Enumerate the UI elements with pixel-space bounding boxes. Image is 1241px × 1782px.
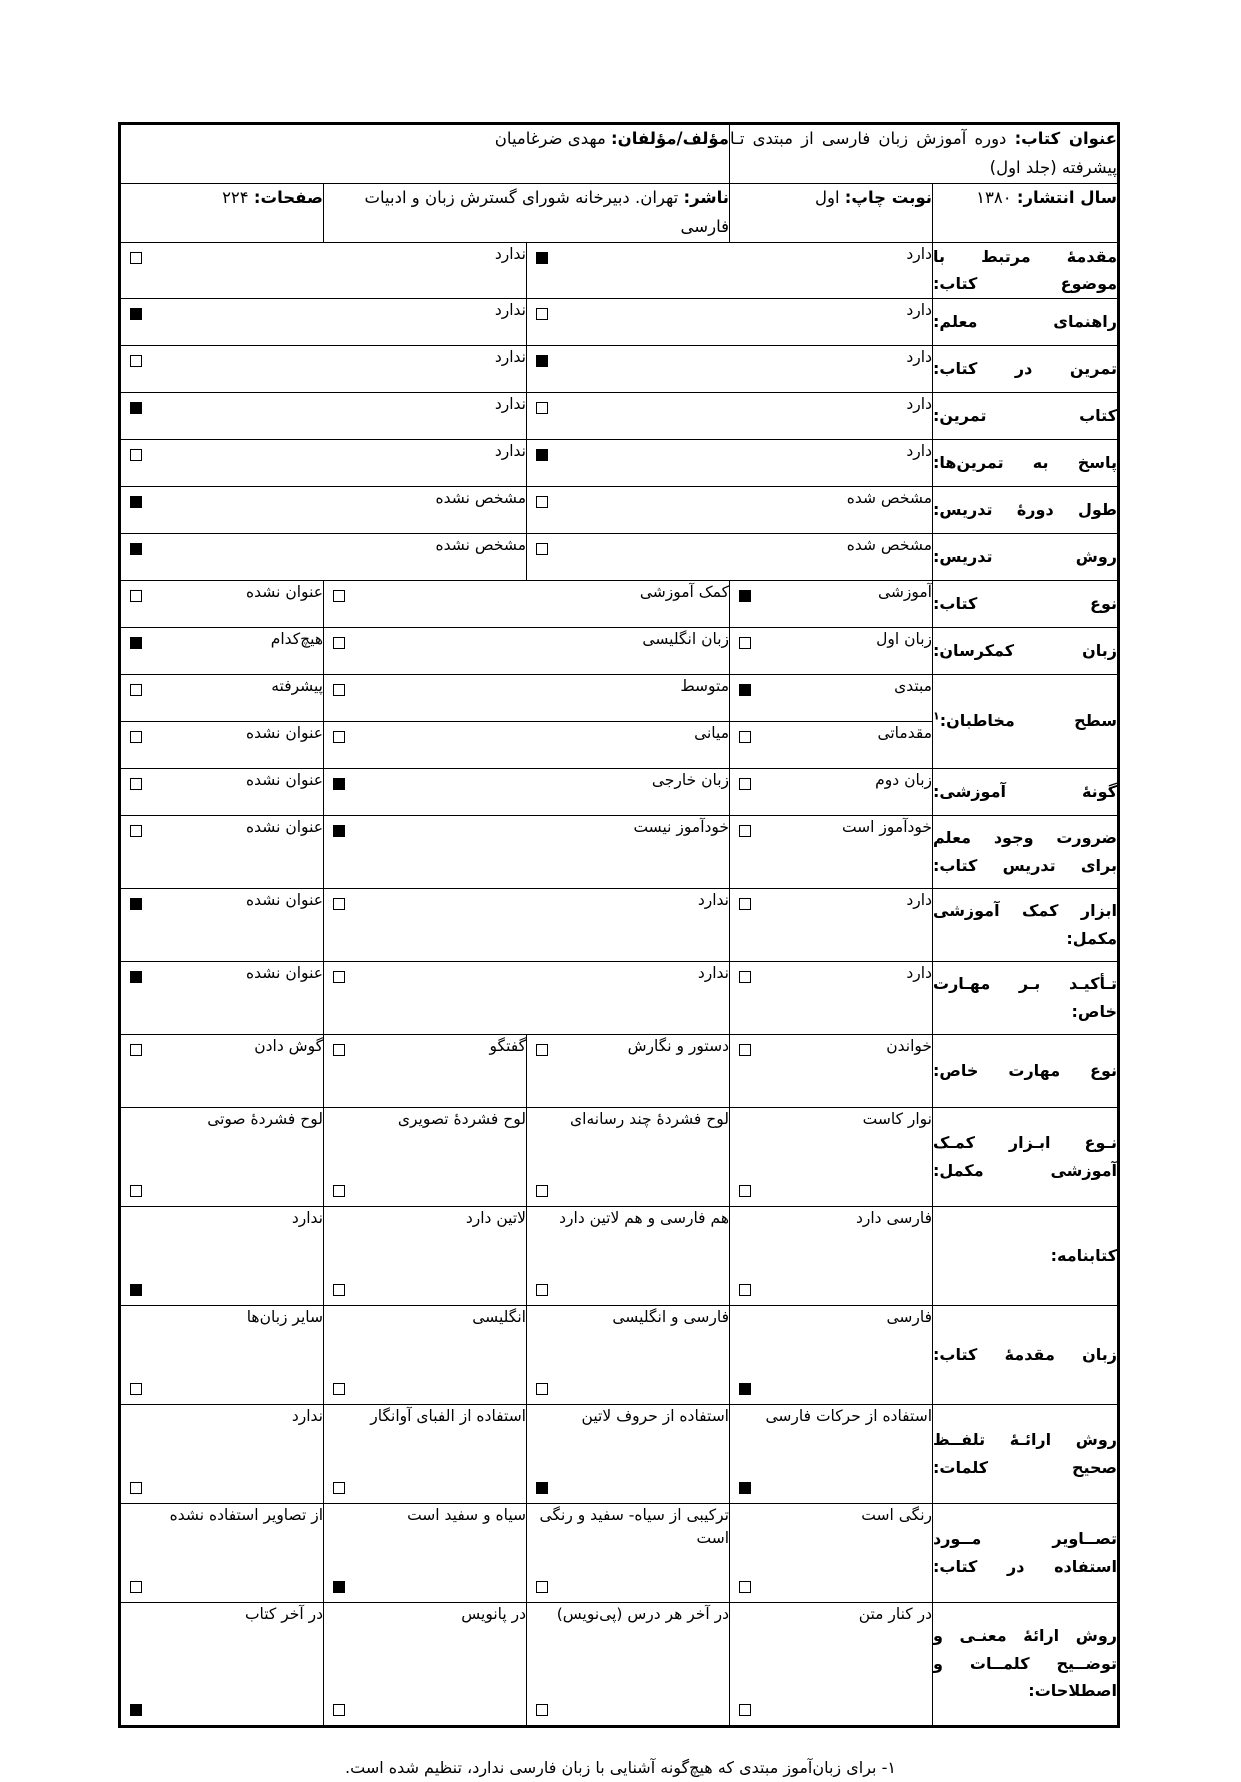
checkbox-icon[interactable] [739, 1044, 751, 1056]
checkbox-checked-icon[interactable] [130, 543, 142, 555]
criteria-label-text: سطح مخاطبان: [939, 711, 1117, 731]
option-cell [120, 345, 527, 392]
checkbox-icon[interactable] [739, 971, 751, 983]
criteria-label-text: نـوع ابـزار کمـک آموزشی مکمل: [933, 1133, 1117, 1180]
checkbox-icon[interactable] [739, 1185, 751, 1197]
book-title-cell [730, 124, 1119, 184]
criteria-label-text: پاسخ به تمرین‌ها: [933, 452, 1117, 472]
option-cell [730, 888, 933, 961]
option-label: عنوان نشده [246, 582, 323, 601]
option-label: ندارد [291, 1406, 323, 1425]
criteria-label-text: طول دورهٔ تدریس: [933, 499, 1117, 519]
criteria-row [120, 580, 1119, 627]
option-label: استفاده از حروف لاتین [581, 1406, 729, 1425]
criteria-label-text: تـأکیـد بـر مهـارت خاص: [933, 974, 1117, 1021]
criteria-label [933, 1503, 1119, 1602]
criteria-label [933, 888, 1119, 961]
option-cell [120, 721, 324, 768]
criteria-label [933, 439, 1119, 486]
option-label: استفاده از حرکات فارسی [765, 1406, 932, 1425]
print-edition-label: نوبت چاپ: [844, 187, 932, 207]
checkbox-icon[interactable] [536, 543, 548, 555]
page-count-label: صفحات: [253, 187, 323, 207]
option-cell [527, 1404, 730, 1503]
checkbox-icon[interactable] [739, 825, 751, 837]
option-cell [120, 768, 324, 815]
checkbox-icon[interactable] [130, 1383, 142, 1395]
checkbox-icon[interactable] [130, 731, 142, 743]
criteria-row [120, 1404, 1119, 1503]
checkbox-icon[interactable] [333, 1383, 345, 1395]
criteria-row [120, 674, 1119, 721]
option-cell [527, 1602, 730, 1726]
criteria-label [933, 1602, 1119, 1726]
option-label: گفتگو [489, 1036, 526, 1055]
option-cell [120, 242, 527, 298]
option-label: ندارد [697, 963, 729, 982]
criteria-row [120, 533, 1119, 580]
option-cell [120, 298, 527, 345]
checkbox-checked-icon[interactable] [130, 1704, 142, 1716]
option-label: ندارد [291, 1208, 323, 1227]
option-cell [730, 627, 933, 674]
checkbox-icon[interactable] [536, 1383, 548, 1395]
checkbox-icon[interactable] [130, 252, 142, 264]
criteria-label-text: ضرورت وجود معلم برای تدریس کتاب: [933, 828, 1117, 875]
option-label: در آخر هر درس (پی‌نویس) [556, 1604, 729, 1623]
criteria-label [933, 815, 1119, 888]
option-label: مشخص نشده [435, 488, 526, 507]
option-cell [324, 674, 730, 721]
criteria-row [120, 1602, 1119, 1726]
option-label: خودآموز نیست [633, 817, 729, 836]
option-label: مبتدی [894, 676, 932, 695]
checkbox-icon[interactable] [333, 1482, 345, 1494]
checkbox-checked-icon[interactable] [739, 1482, 751, 1494]
option-cell [120, 674, 324, 721]
criteria-label-text: کتاب تمرین: [933, 405, 1117, 425]
header-row-publication [120, 183, 1119, 242]
option-label: دارد [906, 890, 932, 909]
checkbox-icon[interactable] [536, 1704, 548, 1716]
criteria-label-text: نوع کتاب: [933, 593, 1117, 613]
page-count-cell [120, 183, 324, 242]
option-cell [120, 392, 527, 439]
option-label: در کنار متن [858, 1604, 932, 1623]
criteria-row [120, 815, 1119, 888]
option-cell [324, 1503, 527, 1602]
form-body [120, 124, 1119, 1727]
criteria-row [120, 1107, 1119, 1206]
criteria-label [933, 1107, 1119, 1206]
checkbox-icon[interactable] [130, 778, 142, 790]
print-edition-cell [730, 183, 933, 242]
checkbox-icon[interactable] [536, 308, 548, 320]
checkbox-icon[interactable] [739, 1581, 751, 1593]
option-cell [324, 961, 730, 1034]
checkbox-icon[interactable] [739, 637, 751, 649]
option-cell [730, 1404, 933, 1503]
checkbox-icon[interactable] [739, 731, 751, 743]
option-label: زبان اول [876, 629, 932, 648]
option-cell [730, 768, 933, 815]
option-cell [730, 1602, 933, 1726]
option-cell [730, 815, 933, 888]
option-cell [324, 815, 730, 888]
option-cell [730, 674, 933, 721]
checkbox-icon[interactable] [536, 496, 548, 508]
criteria-row [120, 1034, 1119, 1107]
checkbox-icon[interactable] [333, 1185, 345, 1197]
criteria-label [933, 768, 1119, 815]
criteria-label [933, 486, 1119, 533]
option-cell [324, 1602, 527, 1726]
checkbox-icon[interactable] [130, 449, 142, 461]
checkbox-checked-icon[interactable] [130, 402, 142, 414]
checkbox-checked-icon[interactable] [333, 1581, 345, 1593]
option-cell [120, 815, 324, 888]
checkbox-checked-icon[interactable] [536, 252, 548, 264]
publication-year-value: ۱۳۸۰ [976, 187, 1012, 207]
checkbox-checked-icon[interactable] [130, 971, 142, 983]
checkbox-icon[interactable] [739, 1284, 751, 1296]
checkbox-icon[interactable] [130, 825, 142, 837]
option-cell [730, 961, 933, 1034]
option-cell [324, 1034, 527, 1107]
option-label: مشخص شده [846, 488, 932, 507]
option-cell [120, 627, 324, 674]
option-label: دارد [906, 244, 932, 263]
option-cell [527, 1305, 730, 1404]
criteria-label-text: راهنمای معلم: [933, 311, 1117, 331]
criteria-label [933, 533, 1119, 580]
option-cell [527, 486, 933, 533]
criteria-row [120, 439, 1119, 486]
criteria-label-text: زبان مقدمهٔ کتاب: [933, 1344, 1117, 1364]
option-label: مشخص شده [846, 535, 932, 554]
option-label: نوار کاست [862, 1109, 932, 1128]
checkbox-checked-icon[interactable] [333, 778, 345, 790]
criteria-label-text: ابزار کمک آموزشی مکمل: [933, 901, 1117, 948]
option-label: عنوان نشده [246, 817, 323, 836]
option-label: زبان انگلیسی [642, 629, 729, 648]
option-cell [120, 1107, 324, 1206]
option-cell [324, 1206, 527, 1305]
option-label: انگلیسی [472, 1307, 526, 1326]
option-label: هیچ‌کدام [270, 629, 323, 648]
book-author-cell [120, 124, 730, 184]
checkbox-icon[interactable] [130, 590, 142, 602]
checkbox-icon[interactable] [333, 684, 345, 696]
checkbox-checked-icon[interactable] [130, 898, 142, 910]
checkbox-checked-icon[interactable] [739, 684, 751, 696]
option-label: ندارد [494, 300, 526, 319]
criteria-label [933, 961, 1119, 1034]
option-label: دارد [906, 300, 932, 319]
checkbox-checked-icon[interactable] [130, 496, 142, 508]
checkbox-icon[interactable] [130, 355, 142, 367]
book-author-label: مؤلف/مؤلفان: [611, 129, 729, 148]
criteria-label [933, 674, 1119, 768]
option-label: رنگی است [861, 1505, 932, 1524]
option-cell [527, 439, 933, 486]
criteria-label-text: روش ارائـهٔ تلفــظ صحیح کلمات: [933, 1430, 1117, 1477]
checkbox-checked-icon[interactable] [739, 1383, 751, 1395]
option-label: گوش دادن [254, 1036, 323, 1055]
option-label: ندارد [697, 890, 729, 909]
option-cell [324, 1404, 527, 1503]
criteria-label [933, 627, 1119, 674]
criteria-row [120, 627, 1119, 674]
book-evaluation-form [118, 122, 1120, 1728]
option-label: عنوان نشده [246, 723, 323, 742]
option-label: دارد [906, 347, 932, 366]
checkbox-icon[interactable] [130, 684, 142, 696]
option-label: عنوان نشده [246, 770, 323, 789]
option-cell [527, 1206, 730, 1305]
option-cell [730, 1206, 933, 1305]
option-label: فارسی دارد [855, 1208, 932, 1227]
option-label: سایر زبان‌ها [246, 1307, 323, 1326]
checkbox-icon[interactable] [739, 898, 751, 910]
option-label: ندارد [494, 347, 526, 366]
option-cell [120, 439, 527, 486]
checkbox-icon[interactable] [536, 402, 548, 414]
option-label: لوح فشردهٔ چند رسانه‌ای [570, 1109, 729, 1128]
criteria-row [120, 1206, 1119, 1305]
option-cell [527, 1503, 730, 1602]
checkbox-icon[interactable] [536, 1185, 548, 1197]
option-cell [120, 1206, 324, 1305]
checkbox-icon[interactable] [333, 1704, 345, 1716]
checkbox-icon[interactable] [130, 1185, 142, 1197]
option-cell [527, 242, 933, 298]
checkbox-checked-icon[interactable] [739, 590, 751, 602]
checkbox-checked-icon[interactable] [536, 355, 548, 367]
criteria-label [933, 1034, 1119, 1107]
criteria-label [933, 1305, 1119, 1404]
criteria-label-text: روش ارائهٔ معنـی و توضــیح کلمــات و اصطلاحات: [933, 1626, 1117, 1701]
option-cell [324, 768, 730, 815]
checkbox-icon[interactable] [536, 1044, 548, 1056]
option-label: دارد [906, 963, 932, 982]
option-cell [120, 533, 527, 580]
option-label: زبان خارجی [651, 770, 729, 789]
option-label: فارسی [886, 1307, 932, 1326]
option-cell [527, 298, 933, 345]
option-label: خودآموز است [841, 817, 932, 836]
checkbox-checked-icon[interactable] [536, 1482, 548, 1494]
checkbox-icon[interactable] [536, 1284, 548, 1296]
criteria-label-text: کتابنامه: [1050, 1245, 1117, 1265]
criteria-label [933, 298, 1119, 345]
publication-year-label: سال انتشار: [1016, 187, 1117, 207]
criteria-label-text: نوع مهارت خاص: [933, 1060, 1117, 1080]
criteria-row [120, 242, 1119, 298]
option-label: سیاه و سفید است [407, 1505, 526, 1524]
checkbox-icon[interactable] [739, 1704, 751, 1716]
option-label: میانی [694, 723, 729, 742]
option-cell [120, 888, 324, 961]
criteria-label [933, 580, 1119, 627]
criteria-row [120, 1305, 1119, 1404]
option-label: مشخص نشده [435, 535, 526, 554]
checkbox-icon[interactable] [333, 1284, 345, 1296]
checkbox-icon[interactable] [130, 1581, 142, 1593]
criteria-label-text: زبان کمکرسان: [933, 640, 1117, 660]
criteria-label-text: تصــاویر مــورد استفاده در کتاب: [933, 1529, 1117, 1576]
checkbox-icon[interactable] [130, 1044, 142, 1056]
option-label: لوح فشردهٔ تصویری [397, 1109, 526, 1128]
criteria-label-text: گونهٔ آموزشی: [933, 781, 1117, 801]
option-label: متوسط [680, 676, 729, 695]
checkbox-checked-icon[interactable] [130, 1284, 142, 1296]
criteria-row [120, 888, 1119, 961]
checkbox-icon[interactable] [333, 590, 345, 602]
footnote-marker: ۱ [933, 709, 940, 723]
option-label: ترکیبی از سیاه- سفید و رنگی است [539, 1505, 729, 1547]
option-label: از تصاویر استفاده نشده [169, 1505, 323, 1524]
option-cell [527, 345, 933, 392]
option-cell [730, 580, 933, 627]
checkbox-icon[interactable] [536, 1581, 548, 1593]
option-cell [120, 1602, 324, 1726]
criteria-label-text: تمرین در کتاب: [933, 358, 1117, 378]
option-cell [730, 721, 933, 768]
option-label: عنوان نشده [246, 890, 323, 909]
criteria-label [933, 1404, 1119, 1503]
option-cell [120, 961, 324, 1034]
option-label: لاتین دارد [465, 1208, 526, 1227]
checkbox-checked-icon[interactable] [130, 308, 142, 320]
publisher-cell [324, 183, 730, 242]
checkbox-icon[interactable] [333, 1044, 345, 1056]
option-cell [324, 888, 730, 961]
option-cell [120, 1305, 324, 1404]
option-label: در پانویس [461, 1604, 526, 1623]
criteria-row [120, 392, 1119, 439]
option-cell [324, 1305, 527, 1404]
checkbox-icon[interactable] [739, 778, 751, 790]
checkbox-icon[interactable] [333, 971, 345, 983]
option-label: آموزشی [877, 582, 932, 601]
checkbox-checked-icon[interactable] [333, 825, 345, 837]
option-label: هم فارسی و هم لاتین دارد [559, 1208, 729, 1227]
option-label: مقدماتی [877, 723, 932, 742]
criteria-row [120, 298, 1119, 345]
option-label: ندارد [494, 441, 526, 460]
print-edition-value: اول [814, 187, 840, 207]
option-label: ندارد [494, 394, 526, 413]
criteria-label [933, 242, 1119, 298]
option-cell [120, 1404, 324, 1503]
checkbox-icon[interactable] [333, 731, 345, 743]
footnote: ۱- برای زبان‌آموز مبتدی که هیچ‌گونه آشنایی با زبان فارسی ندارد، تنظیم شده است. [345, 1757, 896, 1777]
criteria-row [120, 961, 1119, 1034]
publisher-label: ناشر: [683, 187, 729, 207]
option-cell [527, 1034, 730, 1107]
option-cell [120, 1034, 324, 1107]
checkbox-checked-icon[interactable] [130, 637, 142, 649]
option-label: دستور و نگارش [627, 1036, 729, 1055]
publication-year-cell [933, 183, 1119, 242]
option-label: زبان دوم [875, 770, 932, 789]
criteria-label-text: روش تدریس: [933, 546, 1117, 566]
option-label: عنوان نشده [246, 963, 323, 982]
option-cell [527, 1107, 730, 1206]
criteria-row [120, 1503, 1119, 1602]
option-label: دارد [906, 394, 932, 413]
option-cell [120, 580, 324, 627]
option-label: دارد [906, 441, 932, 460]
option-cell [527, 533, 933, 580]
option-label: استفاده از الفبای آوانگار [370, 1406, 526, 1425]
option-label: پیشرفته [271, 676, 323, 695]
option-label: خواندن [886, 1036, 932, 1055]
checkbox-icon[interactable] [130, 1482, 142, 1494]
criteria-label [933, 1206, 1119, 1305]
option-cell [730, 1107, 933, 1206]
option-cell [527, 392, 933, 439]
option-label: کمک آموزشی [639, 582, 729, 601]
option-cell [324, 580, 730, 627]
criteria-label-text: مقدمهٔ مرتبط با موضوع کتاب: [933, 246, 1117, 294]
option-cell [730, 1503, 933, 1602]
option-cell [730, 1034, 933, 1107]
option-cell [730, 1305, 933, 1404]
criteria-label [933, 392, 1119, 439]
checkbox-icon[interactable] [333, 637, 345, 649]
option-label: ندارد [494, 244, 526, 263]
option-cell [324, 1107, 527, 1206]
option-label: در آخر کتاب [244, 1604, 323, 1623]
option-cell [324, 721, 730, 768]
book-title-label: عنوان کتاب: [1014, 129, 1118, 148]
option-label: فارسی و انگلیسی [612, 1307, 729, 1326]
criteria-row [120, 486, 1119, 533]
header-row-title [120, 124, 1119, 184]
book-title-value: دوره آموزش زبان فارسی از مبتدی تـا پیشرفته (جلد اول) [730, 129, 1117, 177]
checkbox-checked-icon[interactable] [536, 449, 548, 461]
publisher-value: تهران. دبیرخانه شورای گسترش زبان و ادبیات فارسی [364, 187, 729, 236]
option-cell [120, 1503, 324, 1602]
criteria-label [933, 345, 1119, 392]
book-author-value: مهدی ضرغامیان [494, 129, 606, 148]
page-count-value: ۲۲۴ [222, 187, 249, 207]
option-cell [120, 486, 527, 533]
checkbox-icon[interactable] [333, 898, 345, 910]
criteria-row [120, 345, 1119, 392]
criteria-row [120, 768, 1119, 815]
option-cell [324, 627, 730, 674]
option-label: لوح فشردهٔ صوتی [207, 1109, 323, 1128]
